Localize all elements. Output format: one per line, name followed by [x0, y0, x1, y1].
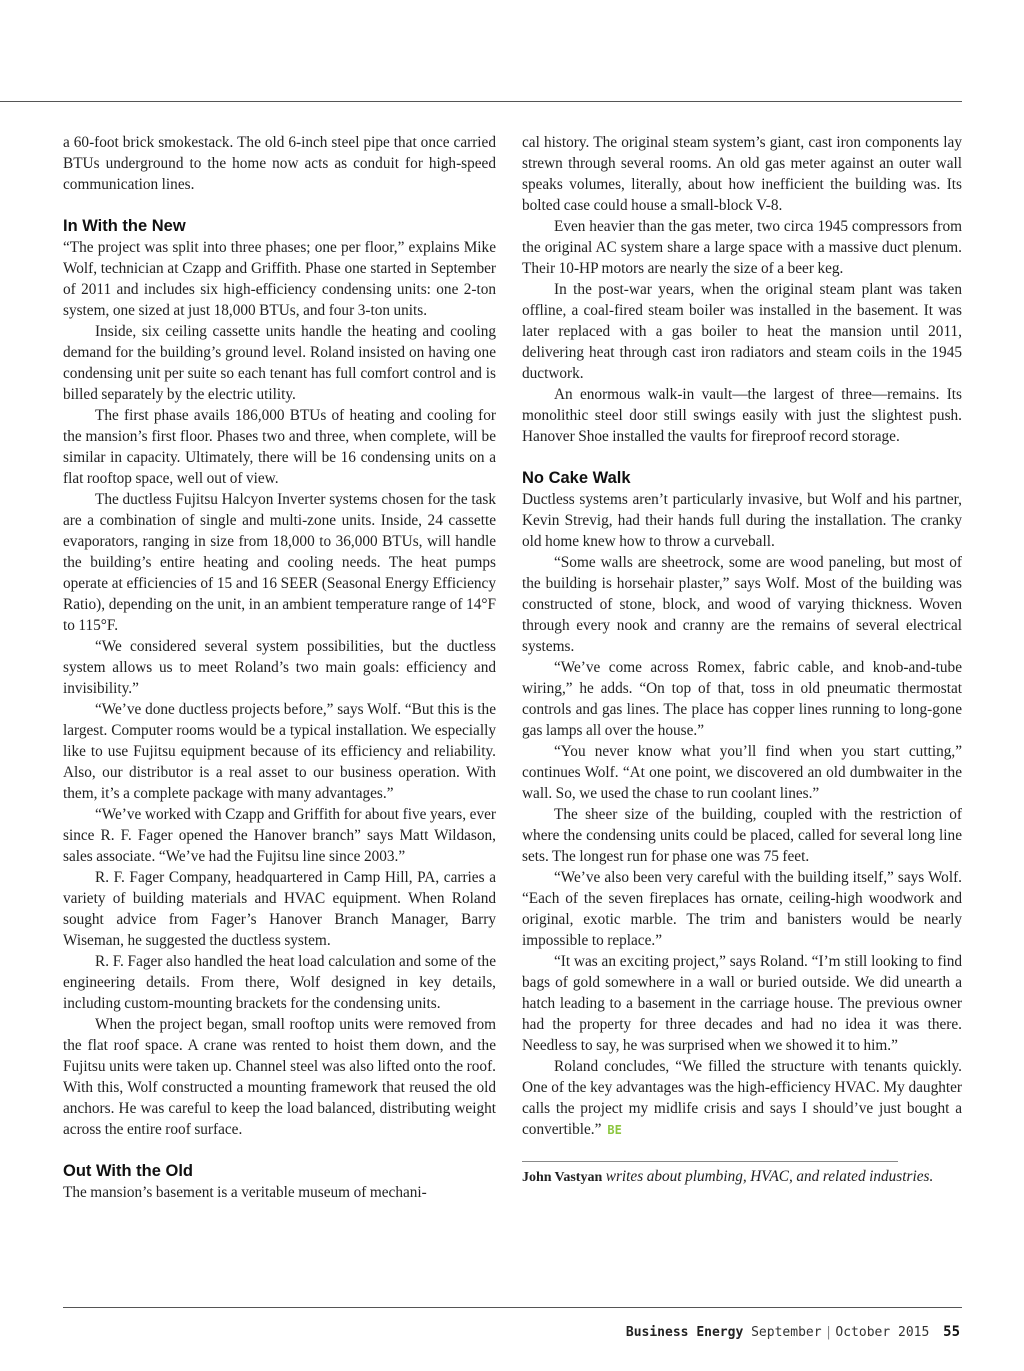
byline-text: writes about plumbing, HVAC, and related industries.: [605, 1168, 934, 1185]
paragraph: “We’ve also been very careful with the building itself,” says Wolf. “Each of the seven fireplaces has ornate, ceiling-high woodwork and original, exotic marble. The trim and banisters would be nearly impossible to replace.”: [522, 869, 962, 949]
heading-out-with-the-old: Out With the Old: [63, 1162, 193, 1180]
paragraph-closing: [522, 1056, 962, 1141]
paragraph-intro: a 60-foot brick smokestack. The old 6-inch steel pipe that once carried BTUs underground to the home now acts as conduit for high-speed communication lines.: [63, 134, 496, 193]
paragraph: Inside, six ceiling cassette units handle the heating and cooling demand for the building’s ground level. Roland insisted on having one condensing unit per suite so each tenant has full comfort control and is billed separately by the electric utility.: [63, 323, 496, 403]
paragraph: cal history. The original steam system’s giant, cast iron components lay strewn through several rooms. An old gas meter against an outer wall speaks volumes, literally, about how inefficient the building was. Its bolted case could house a small-block V-8.: [522, 134, 962, 214]
issue-month-2: October 2015: [835, 1325, 930, 1340]
heading-in-with-the-new: In With the New: [63, 217, 186, 235]
issue-month-1: September: [751, 1325, 822, 1340]
paragraph: “You never know what you’ll find when you start cutting,” continues Wolf. “At one point, we discovered an old dumbwaiter in the wall. So, we used the chase to run coolant lines.”: [522, 743, 962, 802]
end-mark: BE: [607, 1123, 622, 1137]
paragraph: “Some walls are sheetrock, some are wood paneling, but most of the building is horsehair plaster,” says Wolf. Most of the building was constructed of stone, block, and wood of varying thickness. Woven through every nook and cranny are the remains of several electrical systems.: [522, 554, 962, 655]
issue-separator: |: [824, 1325, 833, 1340]
paragraph: An enormous walk-in vault—the largest of three—remains. Its monolithic steel door still swings easily with just the slightest push. Hanover Shoe installed the vaults for fireproof record storage.: [522, 386, 962, 445]
paragraph: When the project began, small rooftop units were removed from the flat roof space. A crane was rented to hoist them down, and the Fujitsu units were taken up. Channel steel was also lifted onto the roof. With this, Wolf constructed a mounting framework that reused the old anchors. He was careful to keep the load balanced, distributing weight across the entire roof surface.: [63, 1016, 496, 1138]
paragraph: The mansion’s basement is a veritable museum of mechani-: [63, 1184, 427, 1201]
paragraph: Even heavier than the gas meter, two circa 1945 compressors from the original AC system share a large space with a massive duct plenum. Their 10-HP motors are nearly the size of a beer keg.: [522, 218, 962, 277]
right-column: [522, 132, 962, 1188]
heading-no-cake-walk: No Cake Walk: [522, 469, 631, 487]
paragraph: In the post-war years, when the original steam plant was taken offline, a coal-fired steam boiler was installed in the basement. It was later replaced with a gas boiler to heat the mansion until 2011, delivering heat through cast iron radiators and steam coils in the 1945 ductwork.: [522, 281, 962, 382]
paragraph: R. F. Fager also handled the heat load calculation and some of the engineering details. From there, Wolf designed in key details, including custom-mounting brackets for the condensing units.: [63, 953, 496, 1012]
page-footer: [626, 1324, 960, 1340]
paragraph: The first phase avails 186,000 BTUs of heating and cooling for the mansion’s first floor. Phases two and three, when complete, will be similar in capacity. Ultimately, there will be 16 condensing units on a flat rooftop space, well out of view.: [63, 407, 496, 487]
byline-rule: [522, 1161, 898, 1162]
byline-author: John Vastyan: [522, 1170, 603, 1185]
paragraph: The sheer size of the building, coupled with the restriction of where the condensing units could be placed, called for several long line sets. The longest run for phase one was 75 feet.: [522, 806, 962, 865]
left-column: [63, 132, 496, 1203]
bottom-rule: [63, 1307, 962, 1308]
paragraph: “We considered several system possibilities, but the ductless system allows us to meet Roland’s two main goals: efficiency and invisibility.”: [63, 638, 496, 697]
page-number: 55: [943, 1324, 960, 1340]
author-byline: [522, 1166, 962, 1188]
paragraph: “We’ve worked with Czapp and Griffith for about five years, ever since R. F. Fager opened the Hanover branch” says Matt Wildason, sales associate. “We’ve had the Fujitsu line since 2003.”: [63, 806, 496, 865]
paragraph: “We’ve come across Romex, fabric cable, and knob-and-tube wiring,” he adds. “On top of that, toss in old pneumatic thermostat controls and gas lines. The place has copper lines running to long-gone gas lamps all over the house.”: [522, 659, 962, 739]
paragraph: “The project was split into three phases; one per floor,” explains Mike Wolf, technician at Czapp and Griffith. Phase one started in September of 2011 and includes six high-efficiency condensing units: one 2-ton system, one sized at just 18,000 BTUs, and four 3-ton units.: [63, 239, 496, 319]
paragraph: R. F. Fager Company, headquartered in Camp Hill, PA, carries a variety of building materials and HVAC equipment. When Roland sought advice from Fager’s Hanover Branch Manager, Barry Wiseman, he suggested the ductless system.: [63, 869, 496, 949]
publication-name: Business Energy: [625, 1325, 744, 1340]
paragraph: The ductless Fujitsu Halcyon Inverter systems chosen for the task are a combination of single and multi-zone units. Inside, 24 cassette evaporators, ranging in size from 18,000 to 36,000 BTUs, will handle the building’s entire heating and cooling needs. The heat pumps operate at efficiencies of 15 and 16 SEER (Seasonal Energy Efficiency Ratio), depending on the unit, in an ambient temperature range of 14°F to 115°F.: [63, 491, 496, 634]
top-rule: [0, 101, 962, 102]
closing-text: Roland concludes, “We filled the structure with tenants quickly. One of the key advantages was the high-efficiency HVAC. My daughter calls the project my midlife crisis and says I should’ve just bought a convertible.”: [522, 1058, 962, 1138]
paragraph: “It was an exciting project,” says Roland. “I’m still looking to find bags of gold somewhere in a wall or buried outside. We did unearth a hatch leading to a basement in the carriage house. The previous owner had the property for three decades and had no idea it was there. Needless to say, he was surprised when we showed it to him.”: [522, 953, 962, 1054]
paragraph: “We’ve done ductless projects before,” says Wolf. “But this is the largest. Computer rooms would be a typical installation. We especially like to use Fujitsu equipment because of its efficiency and reliability. Also, our distributor is a real asset to our business operation. With them, it’s a complete package with many advantages.”: [63, 701, 496, 802]
paragraph: Ductless systems aren’t particularly invasive, but Wolf and his partner, Kevin Strevig, had their hands full during the installation. The cranky old home knew how to throw a curveball.: [522, 491, 962, 550]
